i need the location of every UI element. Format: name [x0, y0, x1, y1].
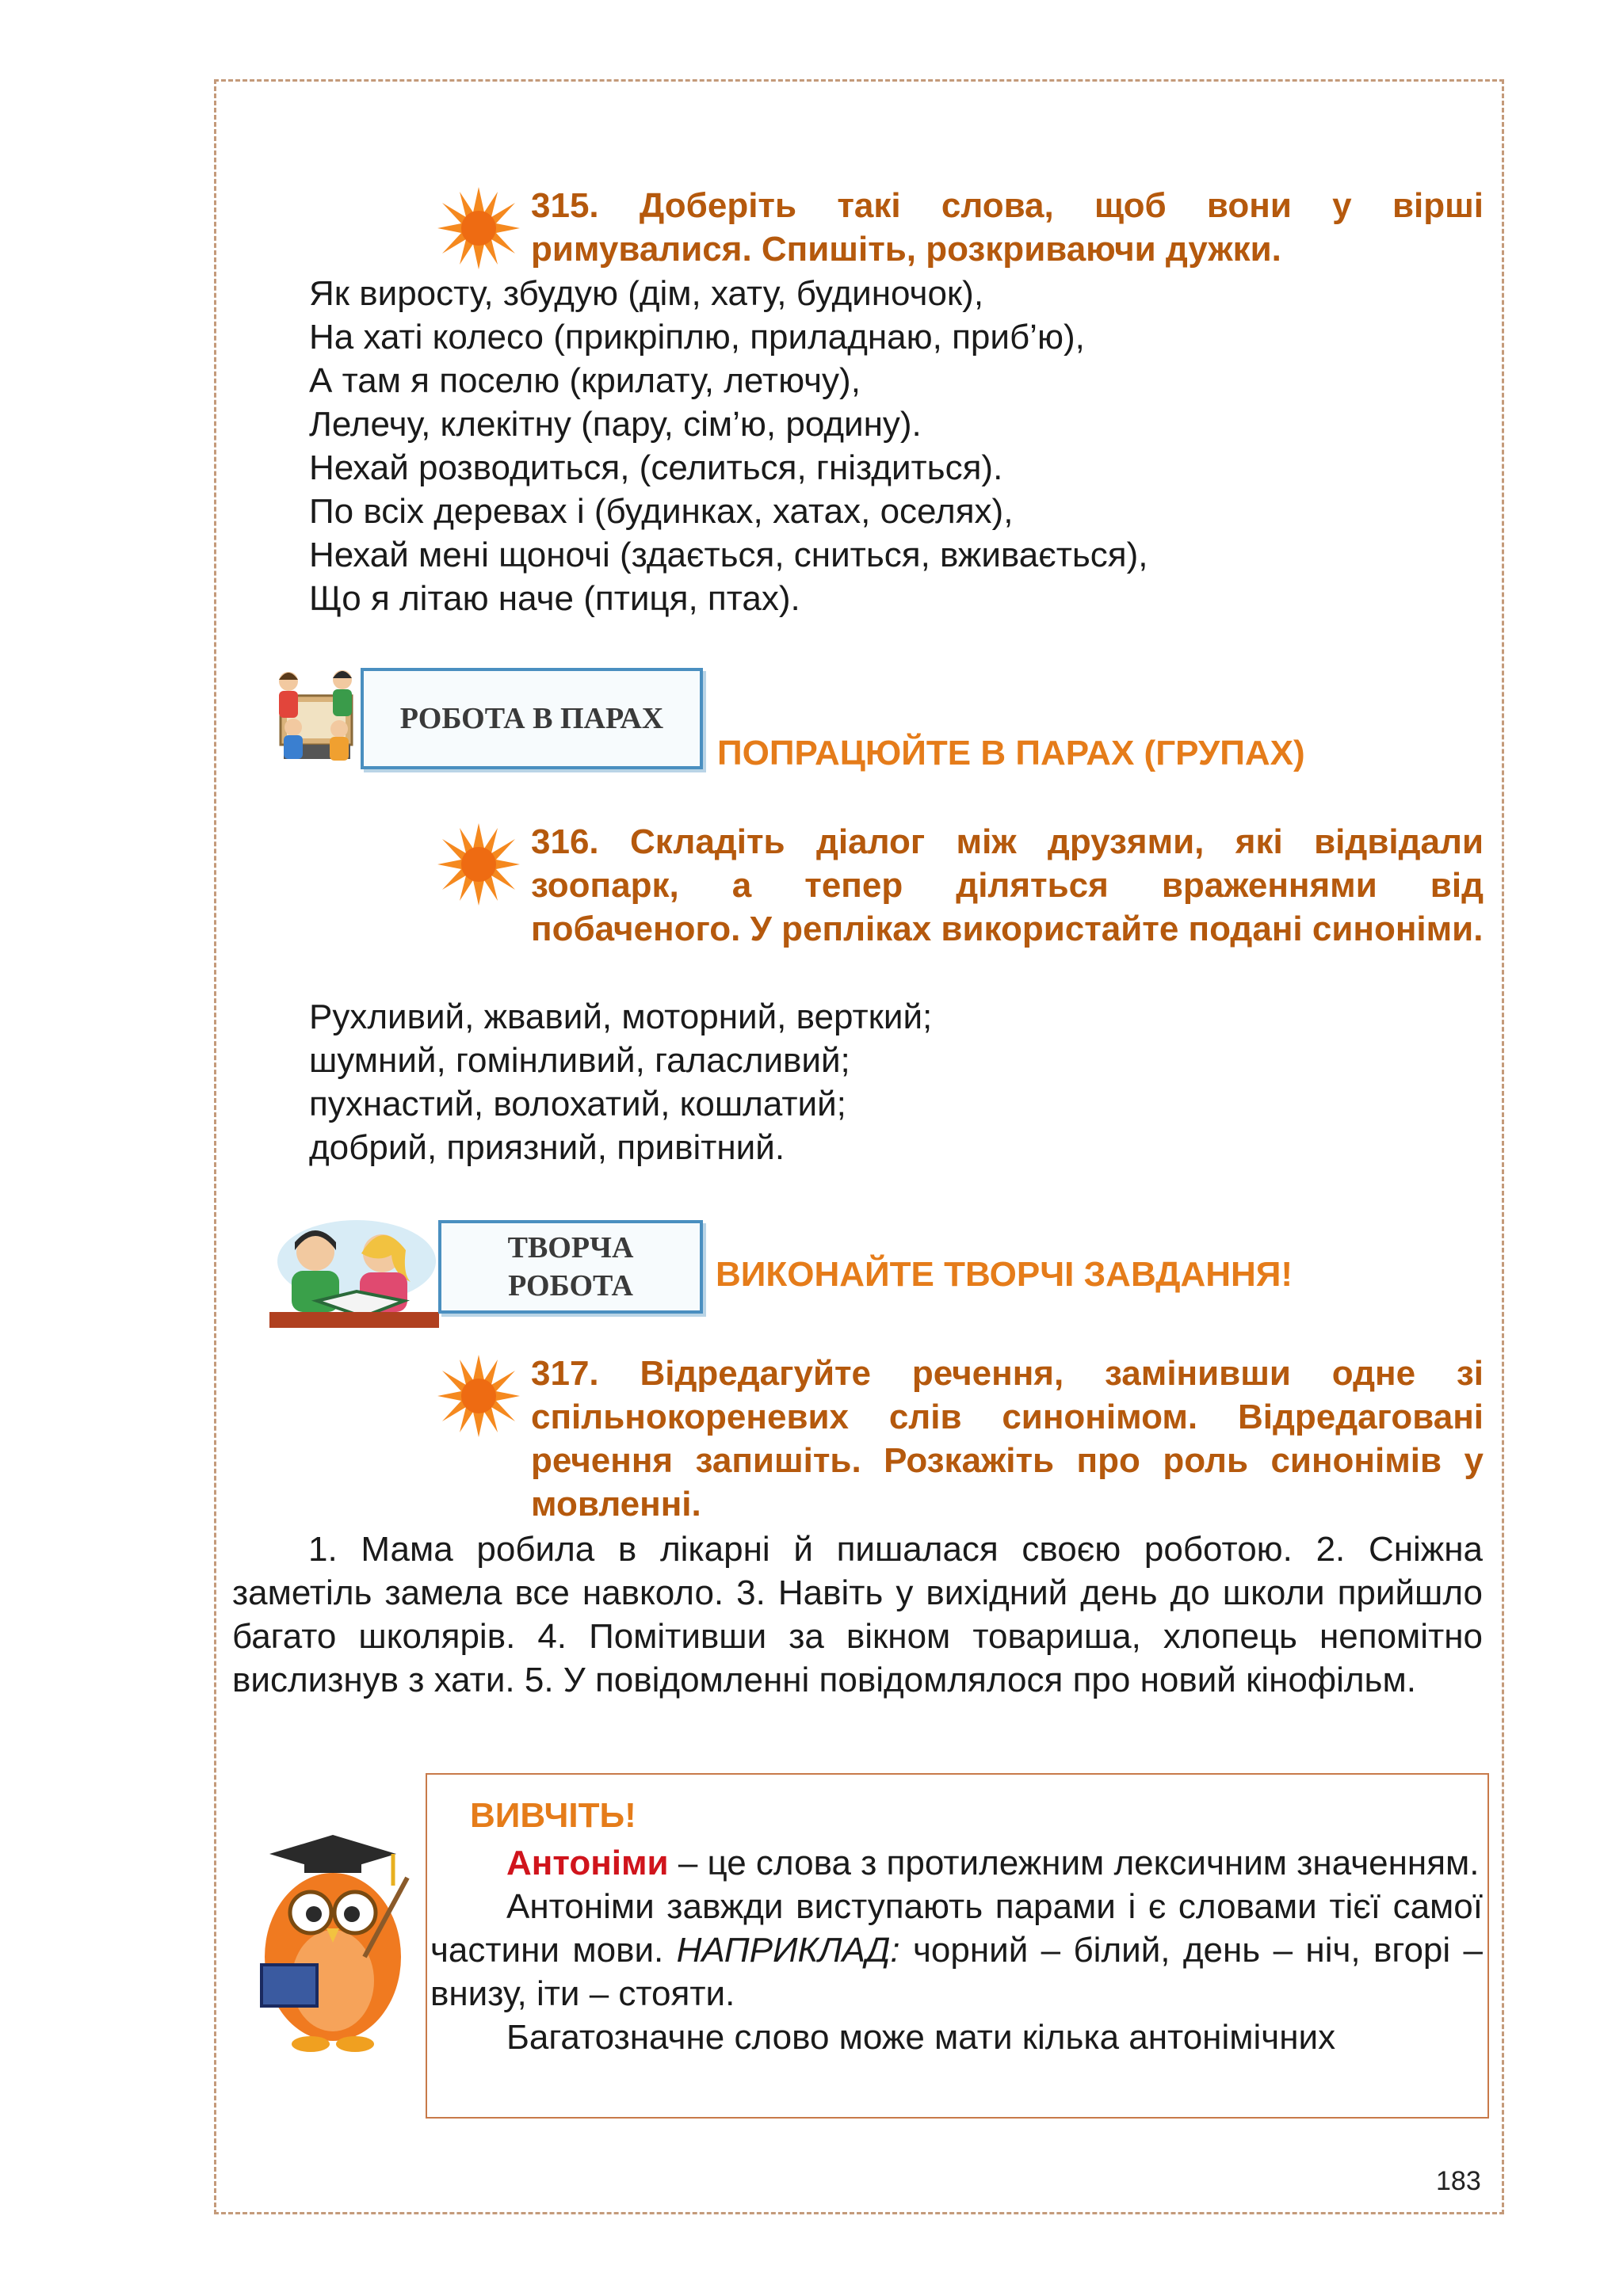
poem-line: Нехай розводиться, (селиться, гніздиться).	[309, 448, 1003, 487]
starburst-icon	[434, 1352, 523, 1440]
poem-line: По всіх деревах і (будинках, хатах, оселях),	[309, 492, 1014, 531]
antonym-pairs-text: Антоніми завжди виступають парами і є словами тієї самої частини мови.	[430, 1887, 1483, 1970]
poem-line: Що я літаю наче (птиця, птах).	[309, 579, 800, 618]
antonym-term: Антоніми	[506, 1844, 669, 1882]
antonym-definition	[430, 1841, 1483, 1885]
poem-line: На хаті колесо (прикріплю, приладнаю, приб’ю),	[309, 318, 1085, 357]
example-label: НАПРИКЛАД:	[676, 1931, 900, 1970]
task-316-synonyms	[309, 995, 932, 1169]
task-316-heading: 316. Складіть діалог між друзями, які відвідали зоопарк, а тепер діляться враженнями від побаченого. У репліках використайте подані синоніми.	[531, 822, 1484, 948]
starburst-icon	[434, 184, 523, 273]
page-number: 183	[1436, 2166, 1481, 2196]
poem-line: Як виросту, збудую (дім, хату, будиночок),	[309, 274, 984, 313]
study-rule-title: ВИВЧІТЬ!	[470, 1796, 636, 1835]
pair-work-heading: ПОПРАЦЮЙТЕ В ПАРАХ (ГРУПАХ)	[717, 734, 1305, 772]
pair-work-illustration	[269, 664, 363, 769]
study-rule-box	[426, 1773, 1489, 2119]
creative-work-illustration	[269, 1215, 439, 1328]
antonym-examples: чорний – білий, день – ніч, вгорі – внизу, іти – стояти.	[430, 1931, 1483, 2013]
poem-line: Лелечу, клекітну (пару, сім’ю, родину).	[309, 405, 922, 444]
creative-badge-line-1: ТВОРЧА	[507, 1231, 634, 1264]
task-315-poem	[309, 272, 1148, 620]
poem-line: Нехай мені щоночі (здається, сниться, вживається),	[309, 536, 1148, 574]
creative-badge-line-2: РОБОТА	[508, 1269, 633, 1302]
antonym-definition-text: – це слова з протилежним лексичним значенням.	[668, 1844, 1480, 1882]
pair-work-badge: РОБОТА В ПАРАХ	[361, 668, 703, 769]
owl-teacher-illustration	[238, 1830, 422, 2060]
synonym-line: пухнастий, волохатий, кошлатий;	[309, 1085, 846, 1123]
polysemy-paragraph: Багатозначне слово може мати кілька антонімічних	[506, 2018, 1336, 2057]
synonym-line: Рухливий, жвавий, моторний, верткий;	[309, 997, 933, 1036]
synonym-line: добрий, приязний, привітний.	[309, 1128, 785, 1167]
creative-work-heading: ВИКОНАЙТЕ ТВОРЧІ ЗАВДАННЯ!	[716, 1255, 1293, 1294]
task-315-heading: 315. Доберіть такі слова, щоб вони у вірші римувалися. Спишіть, розкриваючи дужки.	[531, 186, 1484, 269]
task-317-heading: 317. Відредагуйте речення, замінивши одне зі спільнокореневих слів синонімом. Відредаговані речення запишіть. Розкажіть про роль синонімів у мовленні.	[531, 1354, 1484, 1524]
task-317-sentences: 1. Мама робила в лікарні й пишалася своєю роботою. 2. Сніжна заметіль замела все навколо. 3. Навіть у вихідний день до школи прийшло багато школярів. 4. Помітивши за вікном товариша, хлопець непомітно вислизнув з хати. 5. У повідомленні повідомлялося про новий кінофільм.	[232, 1530, 1483, 1699]
antonym-pairs-paragraph	[430, 1885, 1483, 2016]
synonym-line: шумний, гомінливий, галасливий;	[309, 1041, 850, 1080]
poem-line: А там я поселю (крилату, летючу),	[309, 361, 861, 400]
creative-work-badge	[438, 1220, 703, 1314]
starburst-icon	[434, 820, 523, 909]
